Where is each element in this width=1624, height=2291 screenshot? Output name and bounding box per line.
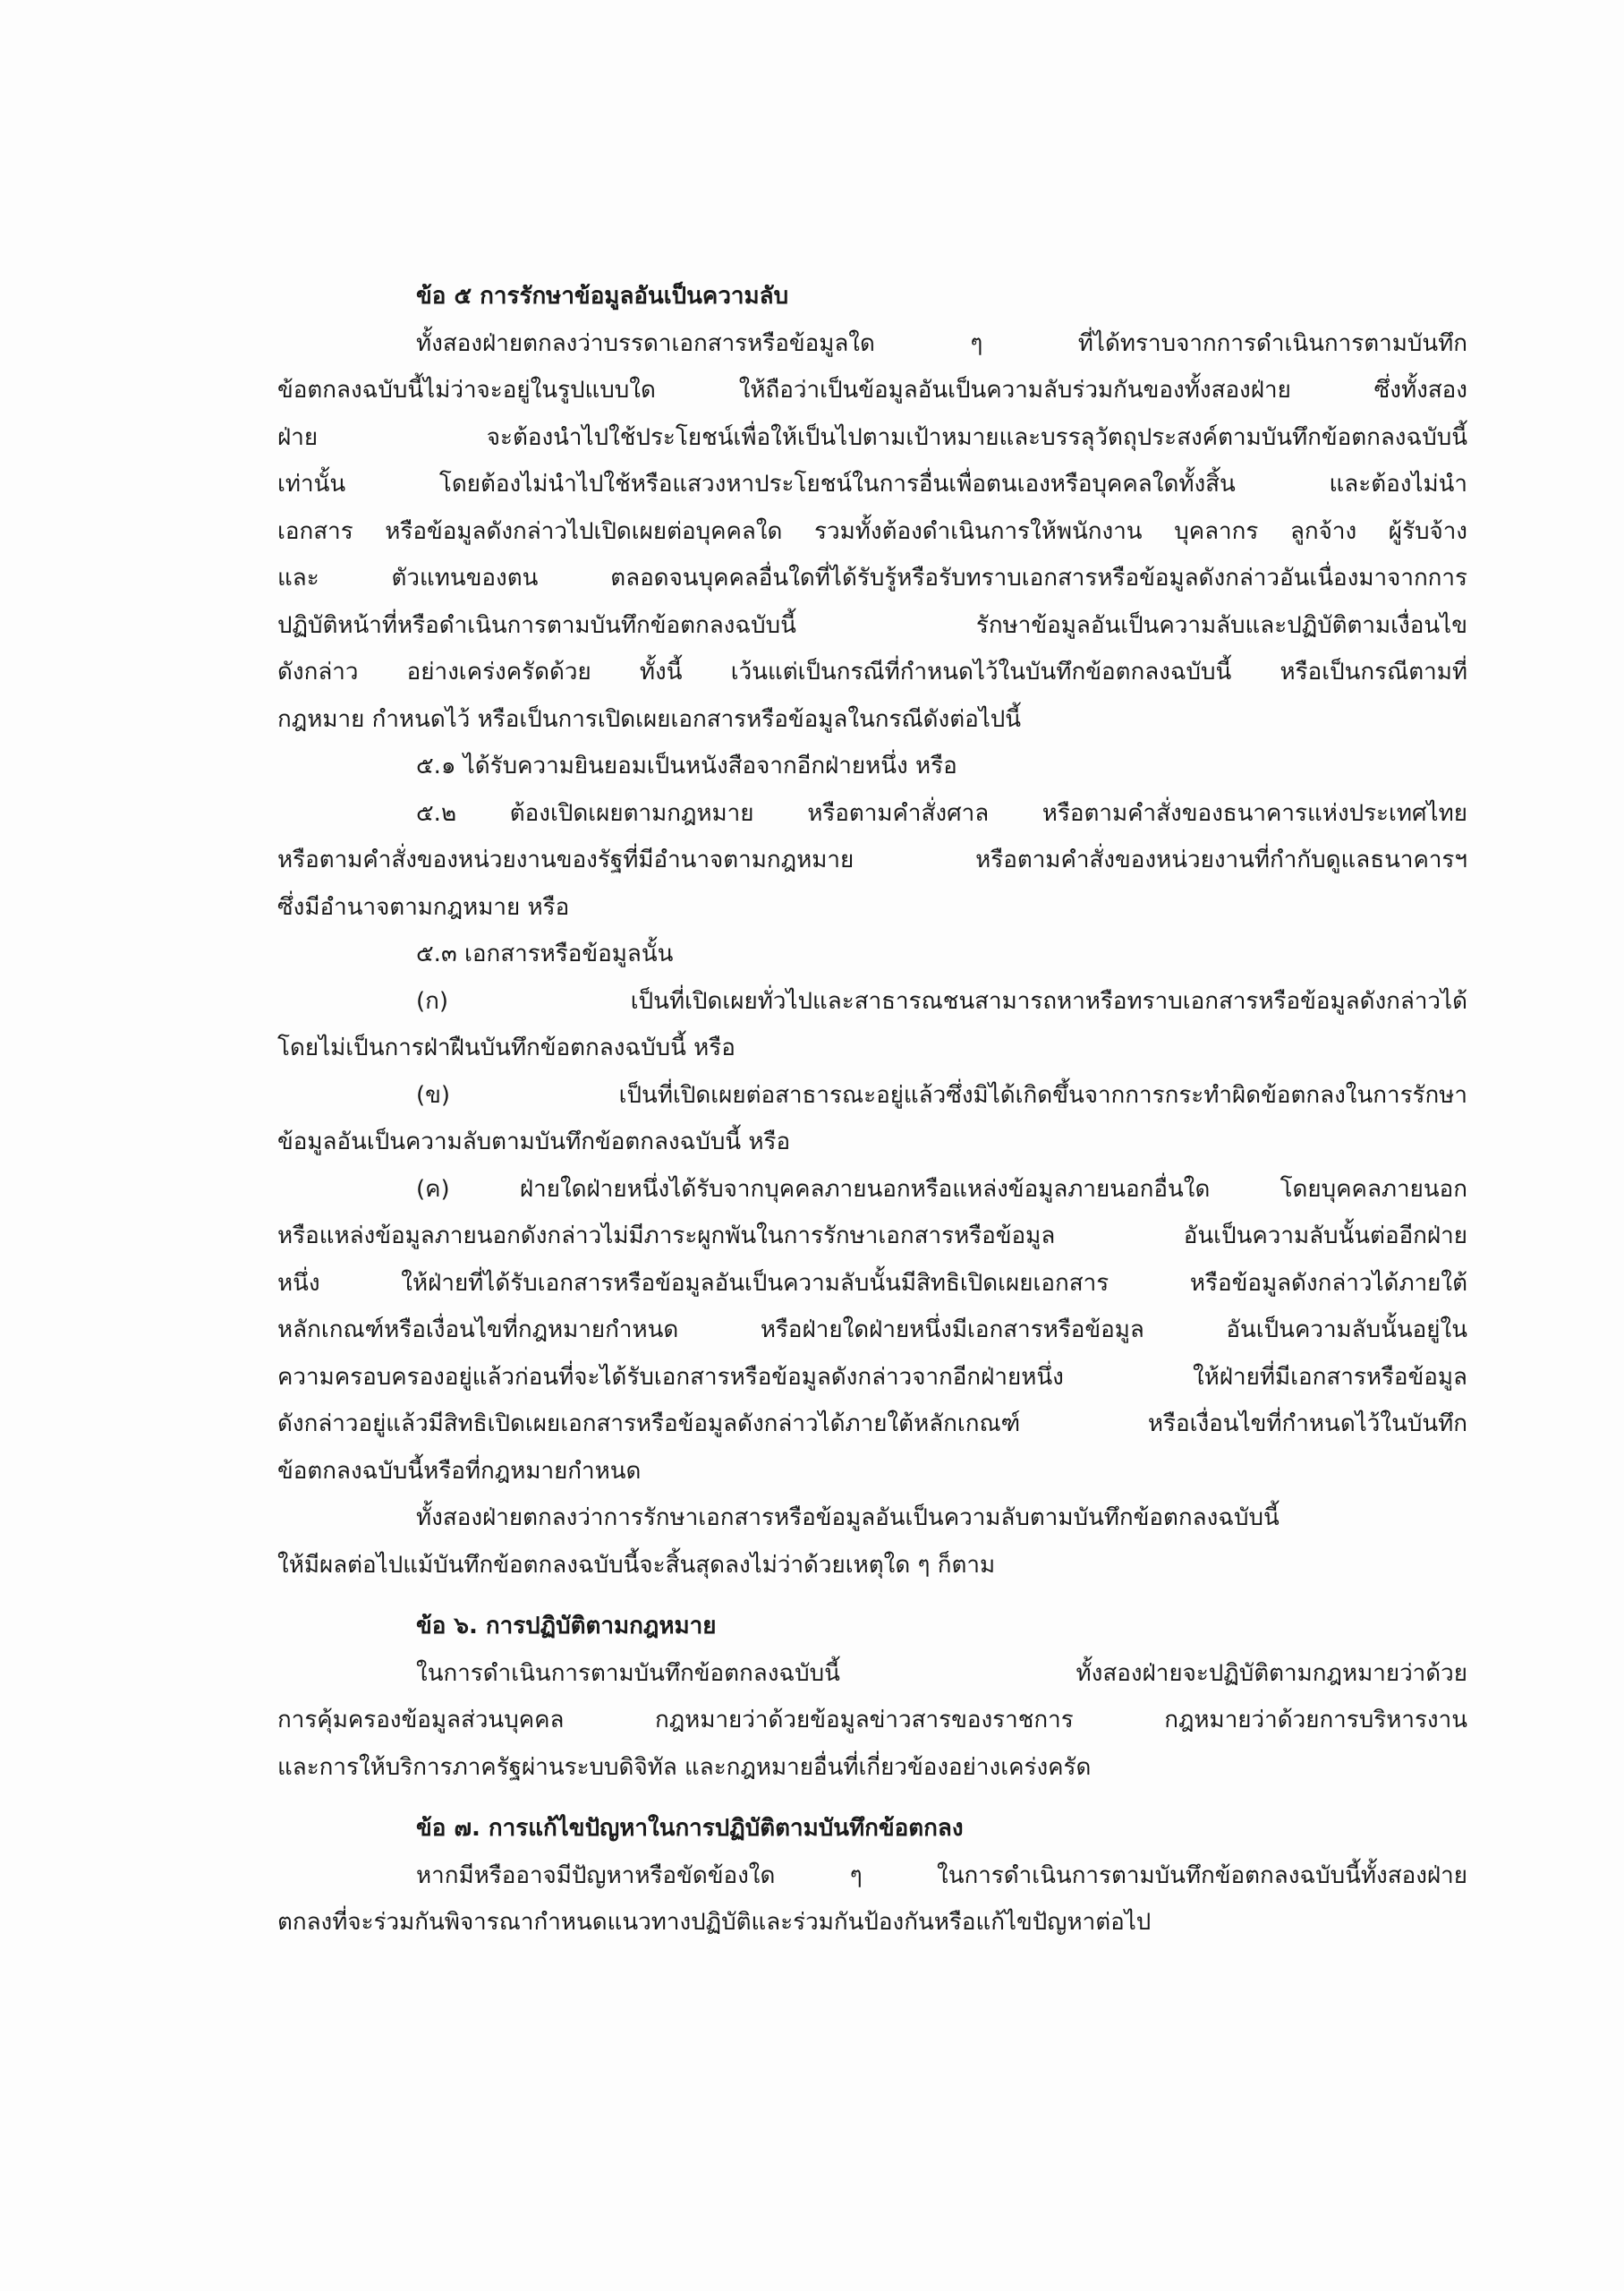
section-6-para-line: การคุ้มครองข้อมูลส่วนบุคคล กฎหมายว่าด้วยข้อมูลข่าวสารของราชการ กฎหมายว่าด้วยการบริหารงาน xyxy=(277,1707,1467,1733)
section-5-para-line: กฎหมาย กำหนดไว้ หรือเป็นการเปิดเผยเอกสารหรือข้อมูลในกรณีดังต่อไปนี้ xyxy=(277,705,1022,733)
section-5-para-line: ข้อตกลงฉบับนี้ไม่ว่าจะอยู่ในรูปแบบใด ให้ถือว่าเป็นข้อมูลอันเป็นความลับร่วมกันของทั้งสองฝ่าย ซึ่งทั้งสอง xyxy=(277,377,1467,404)
item-5-2-line: ๕.๒ ต้องเปิดเผยตามกฎหมาย หรือตามคำสั่งศาล หรือตามคำสั่งของธนาคารแห่งประเทศไทย xyxy=(416,799,1467,827)
section-5-closing-line: ให้มีผลต่อไปแม้บันทึกข้อตกลงฉบับนี้จะสิ้นสุดลงไม่ว่าด้วยเหตุใด ๆ ก็ตาม xyxy=(277,1551,996,1579)
section-5-para-line: และ ตัวแทนของตน ตลอดจนบุคคลอื่นใดที่ได้รับรู้หรือรับทราบเอกสารหรือข้อมูลดังกล่าวอันเนื่องมาจากการ xyxy=(277,565,1467,592)
sub-item-b-line: (ข) เป็นที่เปิดเผยต่อสาธารณะอยู่แล้วซึ่งมิได้เกิดขึ้นจากการกระทำผิดข้อตกลงในการรักษา xyxy=(416,1081,1467,1109)
sub-item-c-line: หลักเกณฑ์หรือเงื่อนไขที่กฎหมายกำหนด หรือฝ่ายใดฝ่ายหนึ่งมีเอกสารหรือข้อมูล อันเป็นความลับนั้นอยู่ใน xyxy=(277,1316,1467,1343)
sub-item-b-line: ข้อมูลอันเป็นความลับตามบันทึกข้อตกลงฉบับนี้ หรือ xyxy=(277,1128,791,1155)
item-5-2-line: ซึ่งมีอำนาจตามกฎหมาย หรือ xyxy=(277,893,570,921)
section-5-para-line: ฝ่าย จะต้องนำไปใช้ประโยชน์เพื่อให้เป็นไปตามเป้าหมายและบรรลุวัตถุประสงค์ตามบันทึกข้อตกลงฉบับนี้ xyxy=(277,423,1467,451)
document-body xyxy=(277,273,1467,1946)
sub-item-c-line: ดังกล่าวอยู่แล้วมีสิทธิเปิดเผยเอกสารหรือข้อมูลดังกล่าวได้ภายใต้หลักเกณฑ์ หรือเงื่อนไขที่กำหนดไว้ในบันทึก xyxy=(277,1410,1467,1437)
section-5-closing-line: ทั้งสองฝ่ายตกลงว่าการรักษาเอกสารหรือข้อมูลอันเป็นความลับตามบันทึกข้อตกลงฉบับนี้ xyxy=(416,1504,1280,1531)
item-5-1: ๕.๑ ได้รับความยินยอมเป็นหนังสือจากอีกฝ่ายหนึ่ง หรือ xyxy=(416,753,957,779)
sub-item-a-line: โดยไม่เป็นการฝ่าฝืนบันทึกข้อตกลงฉบับนี้ หรือ xyxy=(277,1035,735,1061)
section-6-heading: ข้อ ๖. การปฏิบัติตามกฎหมาย xyxy=(416,1613,717,1639)
sub-item-a-line: (ก) เป็นที่เปิดเผยทั่วไปและสาธารณชนสามารถหาหรือทราบเอกสารหรือข้อมูลดังกล่าวได้ xyxy=(416,987,1467,1015)
section-5-heading: ข้อ ๕ การรักษาข้อมูลอันเป็นความลับ xyxy=(416,283,789,310)
item-5-3: ๕.๓ เอกสารหรือข้อมูลนั้น xyxy=(416,941,674,967)
section-7-heading: ข้อ ๗. การแก้ไขปัญหาในการปฏิบัติตามบันทึกข้อตกลง xyxy=(416,1815,964,1842)
sub-item-c-line: หรือแหล่งข้อมูลภายนอกดังกล่าวไม่มีภาระผูกพันในการรักษาเอกสารหรือข้อมูล อันเป็นความลับนั้นต่ออีกฝ่าย xyxy=(277,1222,1467,1249)
section-5-para-line: ทั้งสองฝ่ายตกลงว่าบรรดาเอกสารหรือข้อมูลใด ๆ ที่ได้ทราบจากการดำเนินการตามบันทึก xyxy=(416,329,1467,357)
section-5-para-line: เอกสาร หรือข้อมูลดังกล่าวไปเปิดเผยต่อบุคคลใด รวมทั้งต้องดำเนินการให้พนักงาน บุคลากร ลูกจ้าง ผู้รับจ้าง xyxy=(277,517,1467,545)
section-5-para-line: ดังกล่าว อย่างเคร่งครัดด้วย ทั้งนี้ เว้นแต่เป็นกรณีที่กำหนดไว้ในบันทึกข้อตกลงฉบับนี้ หรือเป็นกรณีตามที่ xyxy=(277,659,1467,686)
sub-item-c-line: (ค) ฝ่ายใดฝ่ายหนึ่งได้รับจากบุคคลภายนอกหรือแหล่งข้อมูลภายนอกอื่นใด โดยบุคคลภายนอก xyxy=(416,1175,1467,1203)
sub-item-c-line: หนึ่ง ให้ฝ่ายที่ได้รับเอกสารหรือข้อมูลอันเป็นความลับนั้นมีสิทธิเปิดเผยเอกสาร หรือข้อมูลดังกล่าวได้ภายใต้ xyxy=(277,1269,1467,1297)
sub-item-c-line: ข้อตกลงฉบับนี้หรือที่กฎหมายกำหนด xyxy=(277,1457,642,1485)
section-6-para-line: และการให้บริการภาครัฐผ่านระบบดิจิทัล และกฎหมายอื่นที่เกี่ยวข้องอย่างเคร่งครัด xyxy=(277,1753,1092,1781)
section-5-para-line: ปฏิบัติหน้าที่หรือดำเนินการตามบันทึกข้อตกลงฉบับนี้ รักษาข้อมูลอันเป็นความลับและปฏิบัติตามเงื่อนไข xyxy=(277,611,1467,639)
section-7-para-line: ตกลงที่จะร่วมกันพิจารณากำหนดแนวทางปฏิบัติและร่วมกันป้องกันหรือแก้ไขปัญหาต่อไป xyxy=(277,1909,1152,1936)
section-6-para-line: ในการดำเนินการตามบันทึกข้อตกลงฉบับนี้ ทั้งสองฝ่ายจะปฏิบัติตามกฎหมายว่าด้วย xyxy=(416,1659,1467,1687)
sub-item-c-line: ความครอบครองอยู่แล้วก่อนที่จะได้รับเอกสารหรือข้อมูลดังกล่าวจากอีกฝ่ายหนึ่ง ให้ฝ่ายที่มีเอกสารหรือข้อมูล xyxy=(277,1363,1467,1391)
section-5-para-line: เท่านั้น โดยต้องไม่นำไปใช้หรือแสวงหาประโยชน์ในการอื่นเพื่อตนเองหรือบุคคลใดทั้งสิ้น และต้องไม่นำ xyxy=(277,471,1467,498)
item-5-2-line: หรือตามคำสั่งของหน่วยงานของรัฐที่มีอำนาจตามกฎหมาย หรือตามคำสั่งของหน่วยงานที่กำกับดูแลธนาคารฯ xyxy=(277,847,1467,873)
section-7-para-line: หากมีหรืออาจมีปัญหาหรือขัดข้องใด ๆ ในการดำเนินการตามบันทึกข้อตกลงฉบับนี้ทั้งสองฝ่าย xyxy=(416,1861,1467,1889)
